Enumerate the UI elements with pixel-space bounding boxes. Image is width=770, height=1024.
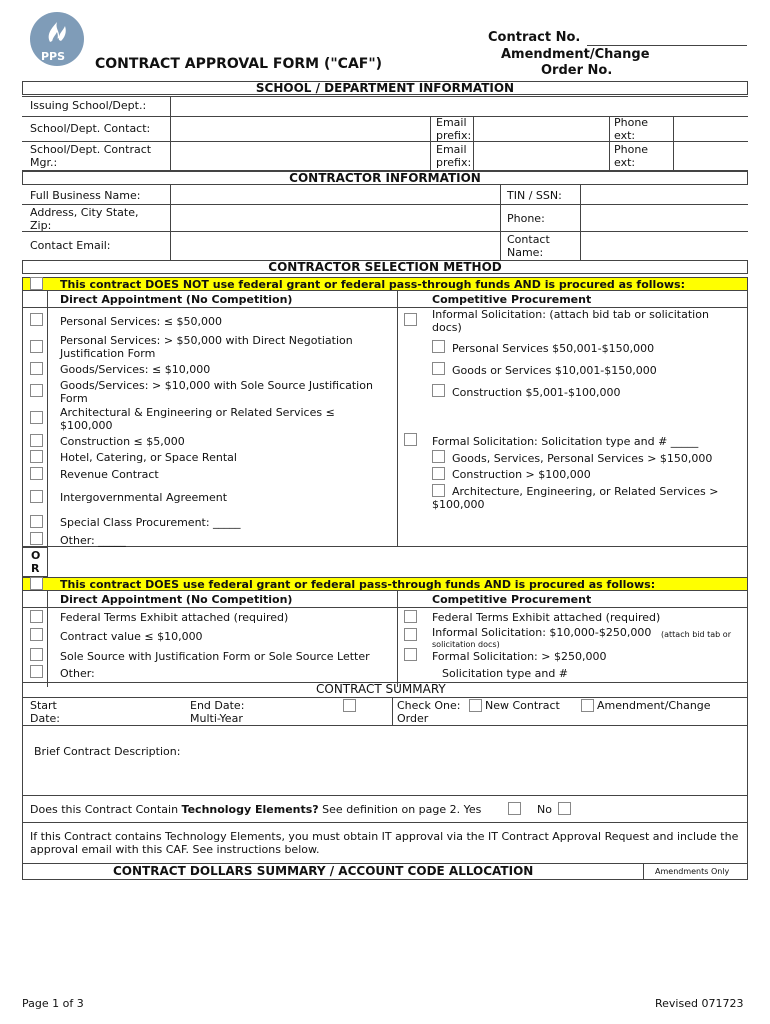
business-name-label: Full Business Name: (30, 189, 141, 202)
federal-checkbox[interactable] (30, 577, 43, 590)
contact-email-label: Contact Email: (30, 239, 111, 252)
direct-checkbox-3[interactable] (30, 362, 43, 375)
fed-comp-item-3: Formal Solicitation: > $250,000 (432, 650, 607, 663)
federal-banner-text: This contract DOES use federal grant or federal pass-through funds AND is procured as follows: (60, 578, 656, 591)
fed-comp-checkbox-3[interactable] (404, 648, 417, 661)
email-prefix-field-2[interactable] (475, 143, 607, 169)
end-date-label: End Date: Multi-Year (190, 699, 245, 725)
fed-competitive-heading: Competitive Procurement (432, 593, 592, 606)
email-prefix-label-2: Email prefix: (436, 143, 472, 169)
formal-solicitation-label: Formal Solicitation: Solicitation type and # _____ (432, 435, 699, 448)
phone-ext-field-2[interactable] (675, 143, 746, 169)
direct-checkbox-5[interactable] (30, 411, 43, 424)
new-contract-checkbox[interactable] (469, 699, 482, 712)
contact-name-field[interactable] (582, 233, 746, 260)
tech-elements-question (30, 803, 481, 816)
tech-question-bold: Technology Elements? (181, 803, 319, 816)
or-letter-o: O (31, 549, 41, 562)
tin-ssn-label: TIN / SSN: (507, 189, 562, 202)
fed-direct-checkbox-1[interactable] (30, 610, 43, 623)
direct-item-1: Personal Services: ≤ $50,000 (60, 315, 223, 328)
tech-question-pre: Does this Contract Contain (30, 803, 182, 816)
page-title: CONTRACT APPROVAL FORM ("CAF") (95, 56, 383, 72)
amendment-change-option-label: Amendment/Change (597, 699, 711, 712)
brief-description-label: Brief Contract Description: (34, 745, 181, 758)
contract-mgr-field[interactable] (172, 143, 428, 169)
fed-comp-checkbox-1[interactable] (404, 610, 417, 623)
email-prefix-label-1: Email prefix: (436, 116, 472, 142)
phone-ext-label-2: Phone ext: (614, 143, 649, 169)
tin-ssn-field[interactable] (582, 187, 746, 203)
formal-item-3: Architecture, Engineering, or Related Services > $100,000 (432, 485, 719, 511)
revised-date: Revised 071723 (655, 997, 744, 1010)
direct-checkbox-9[interactable] (30, 490, 43, 503)
order-no-label: Order No. (541, 63, 613, 78)
informal-solicitation-checkbox[interactable] (404, 313, 417, 326)
informal-item-1: Personal Services $50,001-$150,000 (452, 342, 655, 355)
issuing-school-field[interactable] (172, 98, 746, 115)
tech-yes-checkbox[interactable] (508, 802, 521, 815)
direct-checkbox-7[interactable] (30, 450, 43, 463)
fed-comp-item-4: Solicitation type and # (442, 667, 569, 680)
direct-checkbox-2[interactable] (30, 340, 43, 353)
contact-name-label: Contact Name: (507, 233, 550, 259)
tech-no-checkbox[interactable] (558, 802, 571, 815)
fed-comp-checkbox-2[interactable] (404, 628, 417, 641)
fed-direct-item-1: Federal Terms Exhibit attached (required) (60, 611, 289, 624)
contract-mgr-label: School/Dept. Contract Mgr.: (30, 143, 152, 169)
fed-direct-item-2: Contract value ≤ $10,000 (60, 630, 203, 643)
formal-checkbox-2[interactable] (432, 467, 445, 480)
direct-item-9: Intergovernmental Agreement (60, 491, 228, 504)
contract-no-field[interactable] (587, 45, 747, 46)
fed-direct-checkbox-3[interactable] (30, 648, 43, 661)
informal-solicitation-label: Informal Solicitation: (attach bid tab or solicitation docs) (432, 308, 709, 334)
start-date-field[interactable] (72, 699, 182, 723)
amendment-change-label: Amendment/Change (501, 47, 650, 62)
no-federal-banner-text: This contract DOES NOT use federal grant or federal pass-through funds AND is procured as follows: (60, 278, 685, 291)
phone-field[interactable] (582, 206, 746, 230)
tech-question-post: See definition on page 2. Yes (318, 803, 482, 816)
dollars-section-header: CONTRACT DOLLARS SUMMARY / ACCOUNT CODE ALLOCATION (113, 864, 534, 878)
formal-item-1: Goods, Services, Personal Services > $150,000 (452, 452, 713, 465)
direct-item-10: Special Class Procurement: _____ (60, 516, 241, 529)
contact-email-field[interactable] (172, 233, 498, 260)
fed-comp-item-1: Federal Terms Exhibit attached (required) (432, 611, 661, 624)
direct-item-4: Goods/Services: > $10,000 with Sole Source Justification Form (60, 379, 373, 405)
fed-comp-item-2: Informal Solicitation: $10,000-$250,000 (432, 626, 652, 639)
page-number: Page 1 of 3 (22, 997, 84, 1010)
address-label: Address, City State, Zip: (30, 206, 139, 232)
order-option-label: Order (397, 712, 429, 725)
direct-item-11: Other: _____ (60, 534, 126, 547)
formal-item-2: Construction > $100,000 (452, 468, 591, 481)
direct-item-6: Construction ≤ $5,000 (60, 435, 185, 448)
issuing-school-label: Issuing School/Dept.: (30, 99, 147, 112)
amendments-only-label: Amendments Only (655, 867, 730, 876)
tech-elements-note: If this Contract contains Technology Elements, you must obtain IT approval via the IT Contract Approval Request and include the approval email with this CAF. See instructions below. (30, 830, 739, 856)
direct-item-3: Goods/Services: ≤ $10,000 (60, 363, 211, 376)
start-date-label: Start Date: (30, 699, 60, 725)
direct-item-2: Personal Services: > $50,000 with Direct Negotiation Justification Form (60, 334, 353, 360)
fed-direct-checkbox-2[interactable] (30, 628, 43, 641)
or-letter-r: R (31, 562, 40, 575)
multi-year-checkbox[interactable] (343, 699, 356, 712)
direct-checkbox-6[interactable] (30, 434, 43, 447)
informal-item-3: Construction $5,001-$100,000 (452, 386, 621, 399)
school-section-header: SCHOOL / DEPARTMENT INFORMATION (22, 81, 748, 95)
direct-checkbox-8[interactable] (30, 467, 43, 480)
phone-label: Phone: (507, 212, 545, 225)
informal-item-2: Goods or Services $10,001-$150,000 (452, 364, 657, 377)
competitive-procurement-heading: Competitive Procurement (432, 293, 592, 306)
brief-description-field[interactable] (190, 728, 745, 793)
direct-item-7: Hotel, Catering, or Space Rental (60, 451, 237, 464)
school-contact-field[interactable] (172, 118, 428, 140)
fed-informal-note-2: solicitation docs) (432, 640, 500, 649)
direct-checkbox-4[interactable] (30, 384, 43, 397)
direct-checkbox-10[interactable] (30, 515, 43, 528)
business-name-field[interactable] (172, 187, 498, 203)
contractor-section-header: CONTRACTOR INFORMATION (22, 171, 748, 185)
summary-section-header: CONTRACT SUMMARY (316, 682, 446, 696)
no-federal-checkbox[interactable] (30, 277, 43, 290)
formal-checkbox-1[interactable] (432, 450, 445, 463)
direct-item-8: Revenue Contract (60, 468, 159, 481)
selection-section-header: CONTRACTOR SELECTION METHOD (22, 260, 748, 274)
direct-item-5: Architectural & Engineering or Related Services ≤ $100,000 (60, 406, 335, 432)
check-one-label: Check One: (397, 699, 461, 712)
informal-checkbox-3[interactable] (432, 384, 445, 397)
contract-no-label: Contract No. (488, 30, 581, 45)
informal-checkbox-1[interactable] (432, 340, 445, 353)
tech-no-label: No (537, 803, 552, 816)
direct-checkbox-11[interactable] (30, 532, 43, 545)
address-field[interactable] (172, 206, 498, 230)
amendment-checkbox[interactable] (581, 699, 594, 712)
informal-checkbox-2[interactable] (432, 362, 445, 375)
new-contract-label: New Contract (485, 699, 560, 712)
direct-checkbox-1[interactable] (30, 313, 43, 326)
school-contact-label: School/Dept. Contact: (30, 122, 151, 135)
fed-direct-item-3: Sole Source with Justification Form or Sole Source Letter (60, 650, 370, 663)
fed-direct-checkbox-4[interactable] (30, 665, 43, 678)
pps-logo (30, 12, 84, 66)
phone-ext-field-1[interactable] (675, 118, 746, 140)
logo-text: PPS (41, 50, 66, 63)
direct-appointment-heading: Direct Appointment (No Competition) (60, 293, 293, 306)
fed-direct-item-4: Other: (60, 667, 95, 680)
fed-direct-heading: Direct Appointment (No Competition) (60, 593, 293, 606)
phone-ext-label-1: Phone ext: (614, 116, 649, 142)
email-prefix-field-1[interactable] (475, 118, 607, 140)
fed-informal-note-1: (attach bid tab or (661, 630, 731, 639)
formal-solicitation-checkbox[interactable] (404, 433, 417, 446)
